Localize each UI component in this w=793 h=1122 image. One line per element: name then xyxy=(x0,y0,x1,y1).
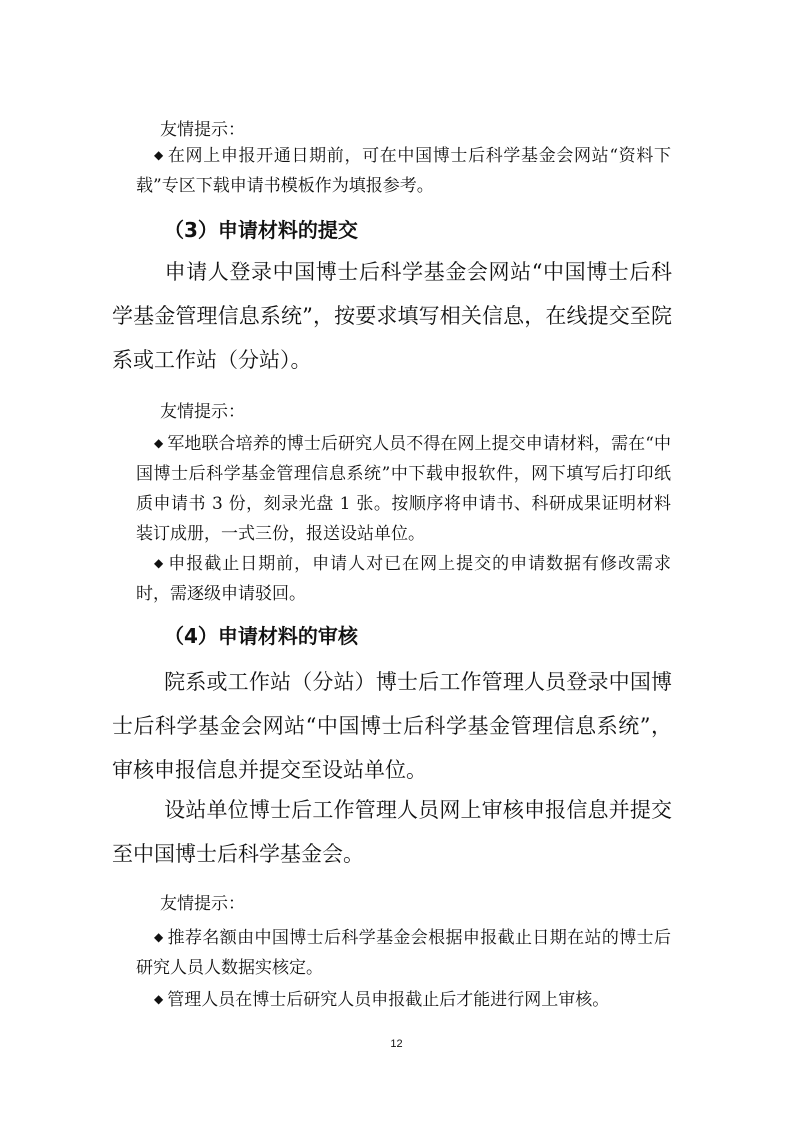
tip-item-1-1 xyxy=(136,140,671,201)
tip-text: 推荐名额由中国博士后科学基金会根据申报截止日期在站的博士后研究人员人数据实核定。 xyxy=(136,928,672,978)
tip-text: 在网上申报开通日期前，可在中国博士后科学基金会网站“资料下载”专区下载申请书模板作为填报参考。 xyxy=(136,146,671,196)
tip-text: 申报截止日期前，申请人对已在网上提交的申请数据有修改需求时，需逐级申请驳回。 xyxy=(136,554,672,604)
diamond-bullet-icon: ◆ xyxy=(154,556,165,570)
diamond-bullet-icon: ◆ xyxy=(154,436,164,450)
tip-title-1: 友情提示： xyxy=(160,120,245,140)
tip-title-3: 友情提示： xyxy=(160,894,245,914)
tip-item-3-1 xyxy=(136,922,671,983)
section-3-paragraph: 申请人登录中国博士后科学基金会网站“中国博士后科学基金管理信息系统”，按要求填写相关信息，在线提交至院系或工作站（分站）。 xyxy=(112,260,672,372)
section-4-paragraph-2: 设站单位博士后工作管理人员网上审核申报信息并提交至中国博士后科学基金会。 xyxy=(112,798,672,866)
tip-item-3-2 xyxy=(136,984,671,1015)
section-3-heading: （3）申请材料的提交 xyxy=(164,218,358,242)
diamond-bullet-icon: ◆ xyxy=(154,148,164,162)
section-4-heading: （4）申请材料的审核 xyxy=(164,624,358,648)
tip-item-2-2 xyxy=(136,548,671,609)
page-number: 12 xyxy=(390,1038,403,1050)
section-4-paragraph-1: 院系或工作站（分站）博士后工作管理人员登录中国博士后科学基金会网站“中国博士后科学基金管理信息系统”，审核申报信息并提交至设站单位。 xyxy=(112,670,672,782)
tip-item-2-1 xyxy=(136,428,671,549)
tip-text: 管理人员在博士后研究人员申报截止后才能进行网上审核。 xyxy=(167,990,610,1010)
tip-text: 军地联合培养的博士后研究人员不得在网上提交申请材料，需在“中国博士后科学基金管理信息系统”中下载申报软件，网下填写后打印纸质申请书 3 份，刻录光盘 1 张。按顺序将申请书、科研成果证明材料装订成册，一式三份，报送设站单位。 xyxy=(136,434,671,544)
tip-title-2: 友情提示： xyxy=(160,402,245,422)
diamond-bullet-icon: ◆ xyxy=(154,930,164,944)
diamond-bullet-icon: ◆ xyxy=(154,992,164,1006)
